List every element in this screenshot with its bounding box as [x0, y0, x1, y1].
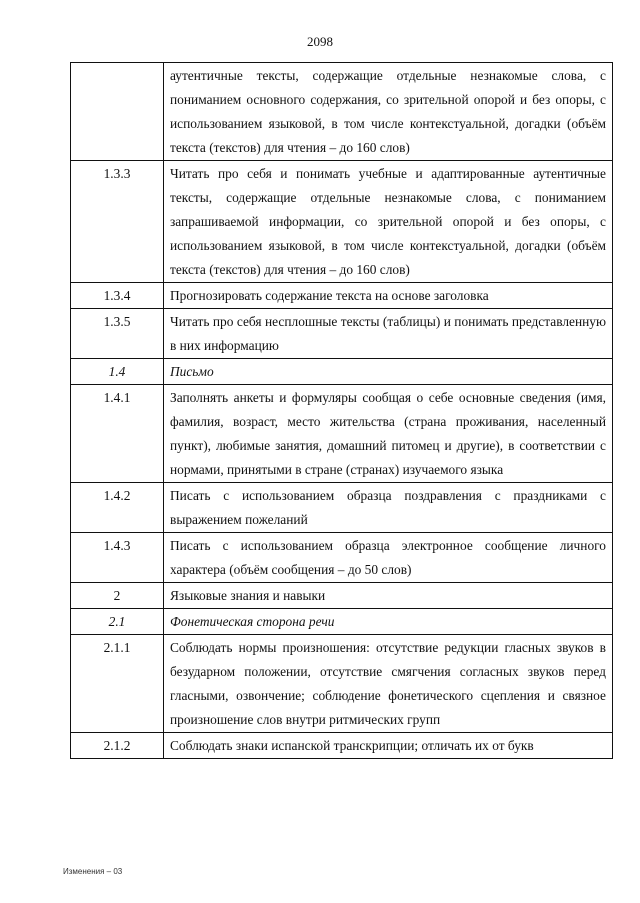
row-text: Писать с использованием образца поздравления с праздниками с выражением пожеланий: [164, 483, 613, 533]
row-text: аутентичные тексты, содержащие отдельные незнакомые слова, с пониманием основного содержания, со зрительной опорой и без опоры, с использованием языковой, в том числе контекстуальной, догадки (объём текста (текстов) для чтения – до 160 слов): [164, 63, 613, 161]
row-number: [71, 63, 164, 161]
requirements-table: [70, 62, 613, 759]
section-title: Фонетическая сторона речи: [164, 609, 613, 635]
section-number: 1.4: [71, 359, 164, 385]
table-row: [71, 161, 613, 283]
row-number: 1.4.1: [71, 385, 164, 483]
row-number: 2: [71, 583, 164, 609]
row-text: Читать про себя и понимать учебные и адаптированные аутентичные тексты, содержащие отдельные незнакомые слова, с пониманием запрашиваемой информации, со зрительной опорой и без опоры, с использованием языковой, в том числе контекстуальной, догадки (объём текста (текстов) для чтения – до 160 слов): [164, 161, 613, 283]
table-row: [71, 533, 613, 583]
page-number: 2098: [307, 34, 333, 49]
footer-note: Изменения – 03: [63, 867, 123, 876]
table-row: [71, 63, 613, 161]
row-number: 2.1.1: [71, 635, 164, 733]
table-row: [71, 385, 613, 483]
row-number: 1.4.2: [71, 483, 164, 533]
section-row: [71, 359, 613, 385]
row-number: 1.3.5: [71, 309, 164, 359]
row-number: 1.4.3: [71, 533, 164, 583]
table-row: [71, 483, 613, 533]
section-number: 2.1: [71, 609, 164, 635]
row-text: Соблюдать знаки испанской транскрипции; отличать их от букв: [164, 733, 613, 759]
row-text: Заполнять анкеты и формуляры сообщая о себе основные сведения (имя, фамилия, возраст, место жительства (страна проживания, населенный пункт), любимые занятия, домашний питомец и другие), в соответствии с нормами, принятыми в стране (странах) изучаемого языка: [164, 385, 613, 483]
row-number: 1.3.4: [71, 283, 164, 309]
table-row: [71, 635, 613, 733]
table-row: [71, 733, 613, 759]
table-row: [71, 583, 613, 609]
row-text: Прогнозировать содержание текста на основе заголовка: [164, 283, 613, 309]
table-row: [71, 309, 613, 359]
row-text: Соблюдать нормы произношения: отсутствие редукции гласных звуков в безударном положении, отсутствие смягчения согласных звуков перед гласными, озвончение; соблюдение фонетического сцепления и связное произношение слов внутри ритмических групп: [164, 635, 613, 733]
table-row: [71, 283, 613, 309]
row-number: 2.1.2: [71, 733, 164, 759]
section-row: [71, 609, 613, 635]
row-text: Языковые знания и навыки: [164, 583, 613, 609]
section-title: Письмо: [164, 359, 613, 385]
row-number: 1.3.3: [71, 161, 164, 283]
row-text: Писать с использованием образца электронное сообщение личного характера (объём сообщения – до 50 слов): [164, 533, 613, 583]
row-text: Читать про себя несплошные тексты (таблицы) и понимать представленную в них информацию: [164, 309, 613, 359]
